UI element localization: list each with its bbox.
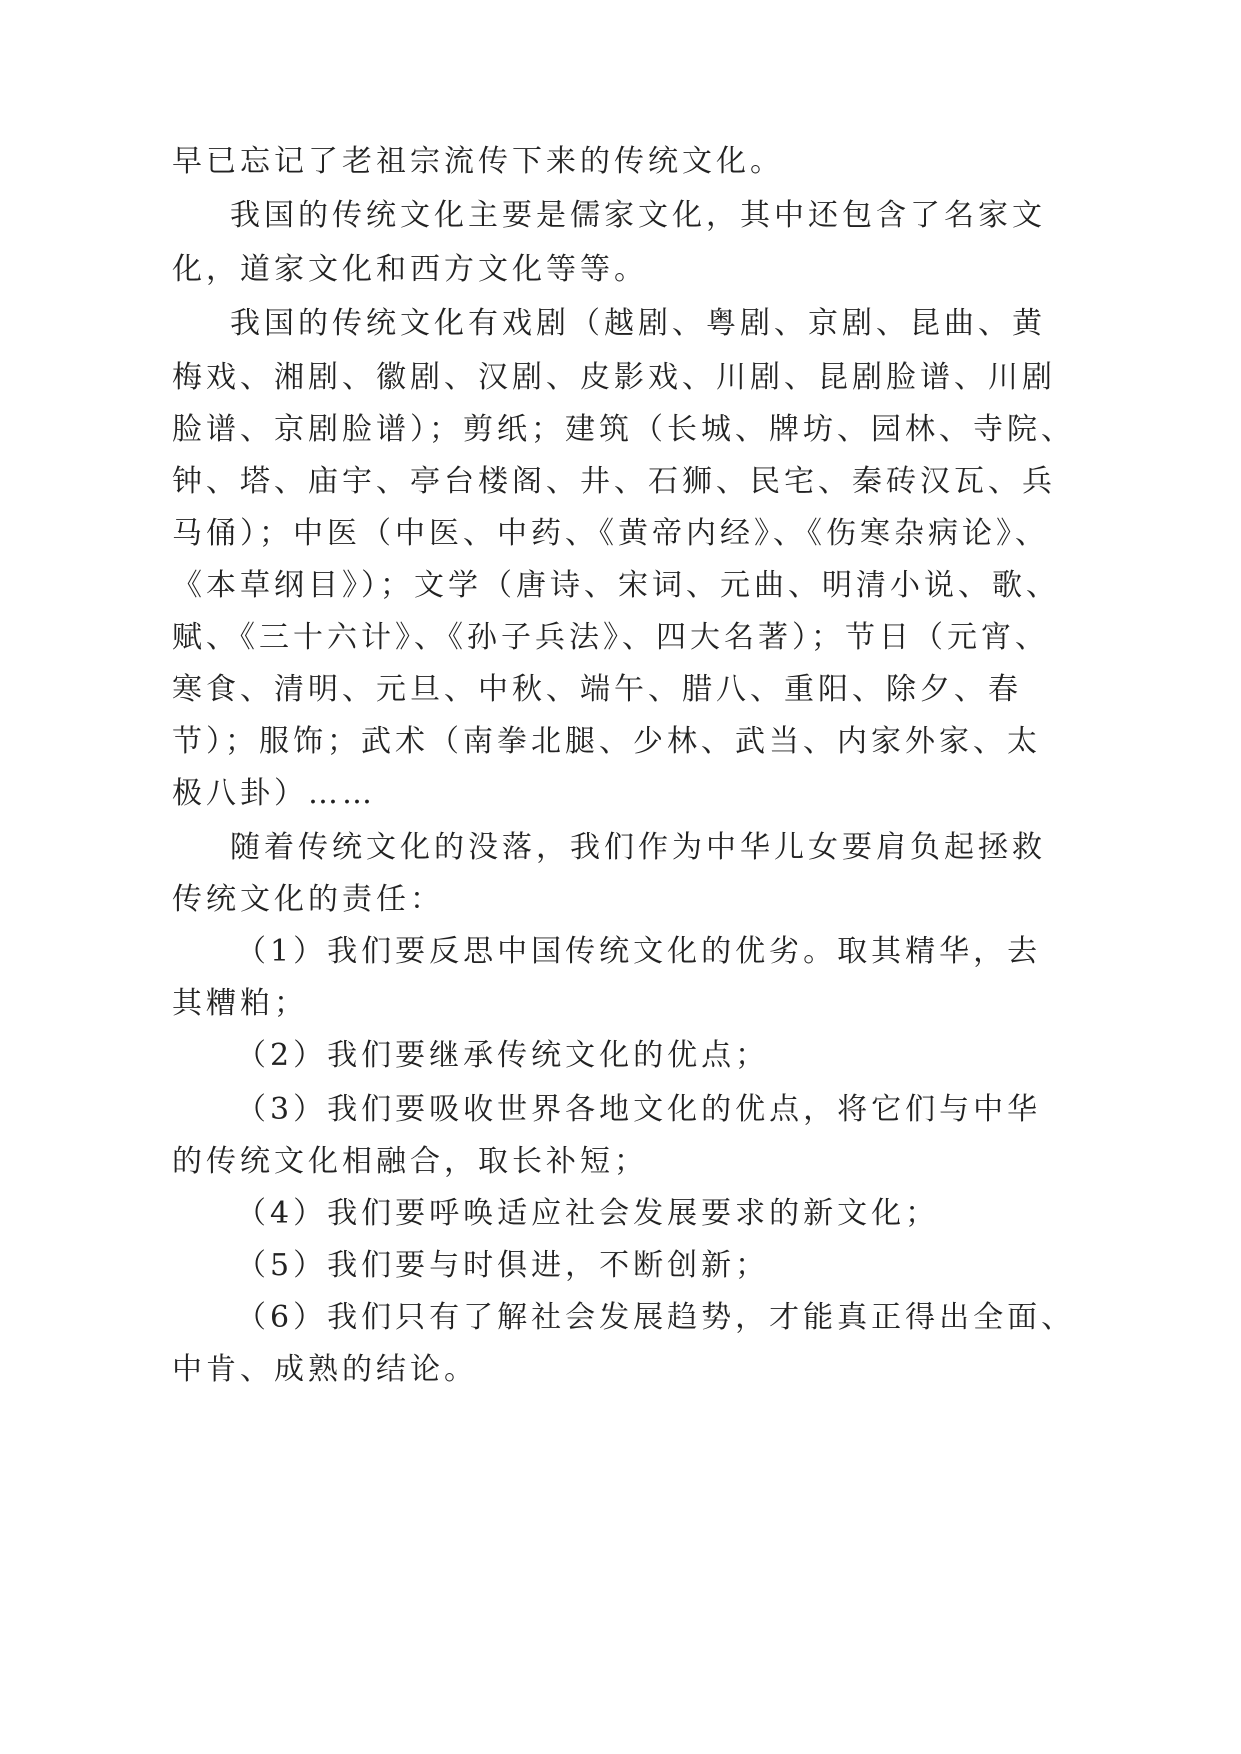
list-item: （1）我们要反思中国传统文化的优劣。取其精华，去 xyxy=(236,934,1042,969)
text-line: 化，道家文化和西方文化等等。 xyxy=(172,252,648,287)
text-line: 随着传统文化的没落，我们作为中华儿女要肩负起拯救 xyxy=(230,830,1046,865)
text-line: 钟、塔、庙宇、亭台楼阁、井、石狮、民宅、秦砖汉瓦、兵 xyxy=(172,464,1056,499)
list-item: （2）我们要继承传统文化的优点； xyxy=(236,1038,770,1073)
text-line: 的传统文化相融合，取长补短； xyxy=(172,1144,648,1179)
text-line: 马俑）；中医（中医、中药、《黄帝内经》、《伤寒杂病论》、 xyxy=(172,516,1049,551)
text-line: 我国的传统文化有戏剧（越剧、粤剧、京剧、昆曲、黄 xyxy=(230,306,1046,341)
text-line: 其糟粕； xyxy=(172,986,308,1021)
text-line: 传统文化的责任： xyxy=(172,882,444,917)
text-line: 节）；服饰；武术（南拳北腿、少林、武当、内家外家、太 xyxy=(172,724,1041,759)
text-line: 《本草纲目》）；文学（唐诗、宋词、元曲、明清小说、歌、 xyxy=(172,568,1060,603)
list-item: （4）我们要呼唤适应社会发展要求的新文化； xyxy=(236,1196,940,1231)
text-line: 梅戏、湘剧、徽剧、汉剧、皮影戏、川剧、昆剧脸谱、川剧 xyxy=(172,360,1056,395)
text-line: 我国的传统文化主要是儒家文化，其中还包含了名家文 xyxy=(230,198,1046,233)
text-line: 赋、《三十六计》、《孙子兵法》、四大名著）；节日（元宵、 xyxy=(172,620,1049,655)
text-line: 早已忘记了老祖宗流传下来的传统文化。 xyxy=(172,144,784,179)
text-line: 脸谱、京剧脸谱）；剪纸；建筑（长城、牌坊、园林、寺院、 xyxy=(172,412,1075,447)
text-line: 寒食、清明、元旦、中秋、端午、腊八、重阳、除夕、春 xyxy=(172,672,1022,707)
list-item: （5）我们要与时俱进，不断创新； xyxy=(236,1248,770,1283)
list-item: （3）我们要吸收世界各地文化的优点，将它们与中华 xyxy=(236,1092,1042,1127)
text-line: 中肯、成熟的结论。 xyxy=(172,1352,478,1387)
text-line: 极八卦）…… xyxy=(172,776,376,811)
list-item: （6）我们只有了解社会发展趋势，才能真正得出全面、 xyxy=(236,1300,1076,1335)
